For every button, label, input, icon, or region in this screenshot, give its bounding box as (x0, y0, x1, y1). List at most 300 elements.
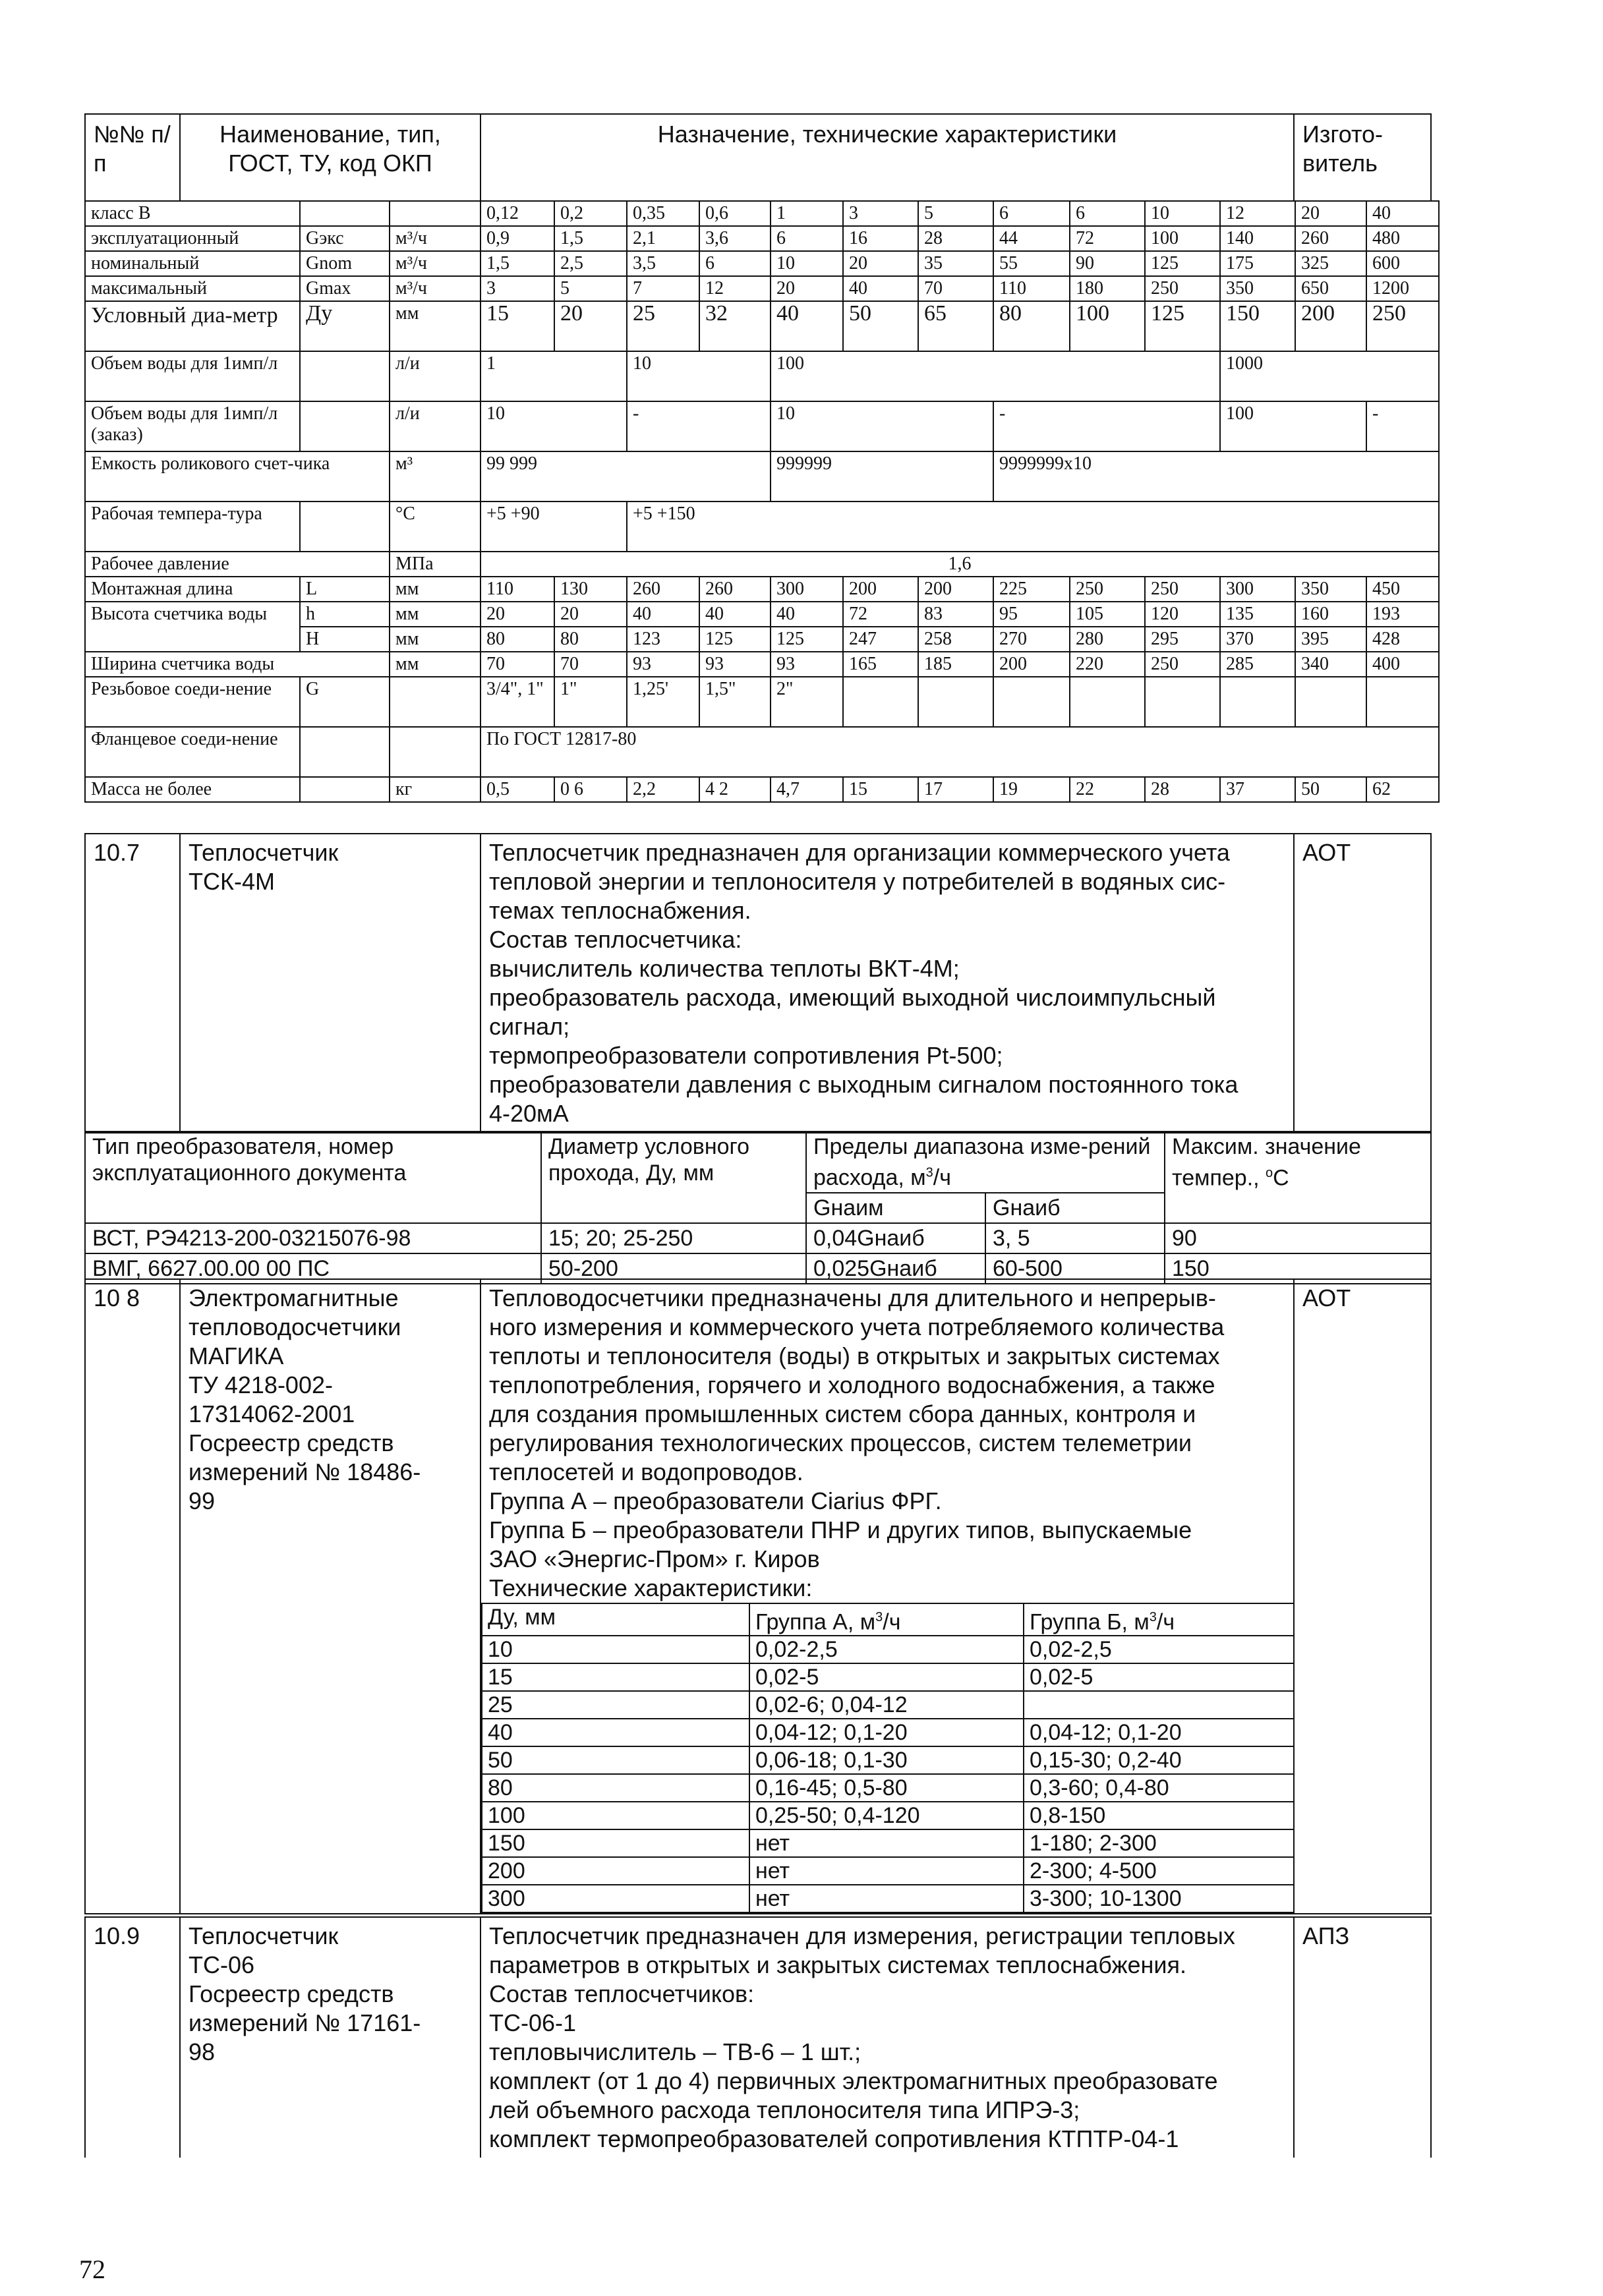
spec-value: 19 (993, 777, 1070, 802)
spec-row (85, 301, 1439, 351)
spec-value: 65 (918, 301, 993, 351)
length-symbol: L (300, 577, 390, 602)
spec-row (85, 727, 1439, 777)
spec-value: 3 (481, 276, 554, 301)
spec-row (85, 602, 1439, 627)
s109-name (180, 1917, 481, 2158)
s108-line: Технические характеристики: (489, 1574, 813, 1601)
empty-cell (1220, 677, 1295, 727)
spec-value: 600 (1366, 251, 1439, 276)
spec-value: 247 (843, 627, 918, 652)
magika-flow-table (481, 1603, 1294, 1913)
magika-cell: 0,25-50; 0,4-120 (749, 1802, 1024, 1829)
s107-line: преобразователи давления с выходным сигналом постоянного тока (489, 1071, 1239, 1098)
spec-row (85, 201, 1439, 226)
empty-cell (300, 201, 390, 226)
s108-line: теплосетей и водопроводов. (489, 1458, 803, 1485)
spec-row (85, 451, 1439, 502)
pressure-label: Рабочее давление (85, 552, 390, 577)
magika-row (482, 1663, 1294, 1691)
s108-line: для создания промышленных систем сбора данных, контроля и (489, 1400, 1196, 1427)
magika-cell: нет (749, 1857, 1024, 1885)
spec-value: 40 (699, 602, 771, 627)
nom-unit: м³/ч (390, 251, 481, 276)
spec-value: 180 (1070, 276, 1145, 301)
nom-label: номинальный (85, 251, 300, 276)
spec-value: 10 (771, 401, 993, 451)
spec-value: 280 (1070, 627, 1145, 652)
s107-line: Теплосчетчик предназначен для организации коммерческого учета (489, 839, 1230, 866)
spec-row (85, 552, 1439, 577)
s107-line: тепловой энергии и теплоносителя у потребителей в водяных сис- (489, 868, 1226, 895)
spec-value: 0,12 (481, 201, 554, 226)
magika-head-b: Группа Б, $м^3/ч$ (1024, 1603, 1294, 1636)
magika-cell: 0,02-5 (1024, 1663, 1294, 1691)
converter-gmax: 3, 5 (985, 1223, 1165, 1253)
conv-head-range: Пределы диапазона изме-рений расхода, $м^3/ч$ (806, 1132, 1165, 1193)
spec-value: 325 (1295, 251, 1366, 276)
empty-cell (300, 502, 390, 552)
spec-value: +5 +90 (481, 502, 627, 552)
magika-row (482, 1636, 1294, 1663)
spec-value: 270 (993, 627, 1070, 652)
spec-value: 250 (1145, 276, 1220, 301)
spec-value: 200 (1295, 301, 1366, 351)
s108-line: тепловодосчетчики (189, 1313, 401, 1340)
h-symbol: h (300, 602, 390, 627)
spec-value: 90 (1070, 251, 1145, 276)
spec-value: 3 (843, 201, 918, 226)
s109-maker: АПЗ (1294, 1917, 1431, 2158)
dn-unit: мм (390, 301, 481, 351)
height-label: Высота счетчика воды (85, 602, 300, 652)
s107-line: преобразователь расхода, имеющий выходной числоимпульсный (489, 984, 1216, 1011)
spec-value: 10 (627, 351, 771, 401)
spec-row (85, 677, 1439, 727)
capacity-unit: м³ (390, 451, 481, 502)
magika-cell: 40 (482, 1719, 749, 1746)
s107-line: темах теплоснабжения. (489, 897, 751, 924)
spec-value: 20 (771, 276, 843, 301)
spec-value: 1,5 (554, 226, 627, 251)
s107-line: 4-20мА (489, 1100, 569, 1127)
s109-line: Состав теплосчетчиков: (489, 1980, 755, 2007)
magika-head-a: Группа А, $м^3/ч$ (749, 1603, 1024, 1636)
spec-value: 200 (843, 577, 918, 602)
spec-row (85, 652, 1439, 677)
spec-row (85, 226, 1439, 251)
empty-cell (390, 677, 481, 727)
empty-cell (300, 777, 390, 802)
converter-temp: 150 (1165, 1253, 1431, 1284)
spec-value: 93 (771, 652, 843, 677)
converter-dn: 15; 20; 25-250 (541, 1223, 806, 1253)
spec-value: 1,25' (627, 677, 699, 727)
s109-line: Теплосчетчик (189, 1922, 339, 1949)
spec-value: 295 (1145, 627, 1220, 652)
magika-cell: 25 (482, 1691, 749, 1719)
spec-value: - (1366, 401, 1439, 451)
spec-value: 9999999х10 (993, 451, 1439, 502)
spec-value: 480 (1366, 226, 1439, 251)
converter-table (84, 1131, 1432, 1284)
spec-value: 22 (1070, 777, 1145, 802)
s107-line: Состав теплосчетчика: (489, 926, 742, 953)
spec-value: 6 (771, 226, 843, 251)
spec-value: 15 (481, 301, 554, 351)
spec-value: 250 (1145, 577, 1220, 602)
s109-line: ТС-06-1 (489, 2009, 577, 2036)
spec-value: 3,5 (627, 251, 699, 276)
spec-value: 120 (1145, 602, 1220, 627)
spec-value: 40 (843, 276, 918, 301)
s108-maker: АОТ (1294, 1279, 1431, 1914)
spec-value: 83 (918, 602, 993, 627)
spec-value: 150 (1220, 301, 1295, 351)
thread-label: Резьбовое соеди-нение (85, 677, 300, 727)
s108-line: Группа Б – преобразователи ПНР и других типов, выпускаемые (489, 1516, 1192, 1543)
s107-line: термопреобразователи сопротивления Pt-500; (489, 1042, 1003, 1069)
spec-value: 125 (771, 627, 843, 652)
width-unit: мм (390, 652, 481, 677)
s107-line: Теплосчетчик (189, 839, 339, 866)
length-label: Монтажная длина (85, 577, 300, 602)
spec-value: 395 (1295, 627, 1366, 652)
spec-value: 105 (1070, 602, 1145, 627)
spec-value: 15 (843, 777, 918, 802)
spec-value: 28 (918, 226, 993, 251)
spec-row (85, 502, 1439, 552)
magika-row (482, 1719, 1294, 1746)
spec-value: 340 (1295, 652, 1366, 677)
spec-value: 80 (993, 301, 1070, 351)
spec-value: 175 (1220, 251, 1295, 276)
spec-value: 125 (1145, 301, 1220, 351)
vol2-unit: л/и (390, 401, 481, 451)
s108-line: теплопотребления, горячего и холодного водоснабжения, а также (489, 1371, 1215, 1398)
spec-value: 80 (554, 627, 627, 652)
spec-value: 2,1 (627, 226, 699, 251)
spec-value: 50 (1295, 777, 1366, 802)
spec-value: 25 (627, 301, 699, 351)
magika-cell: 0,06-18; 0,1-30 (749, 1746, 1024, 1774)
s108-line: ТУ 4218-002- (189, 1371, 333, 1398)
magika-cell: 0,8-150 (1024, 1802, 1294, 1829)
s107-line: ТСК-4М (189, 868, 275, 895)
empty-cell (1070, 677, 1145, 727)
max-unit: м³/ч (390, 276, 481, 301)
converter-gmax: 60-500 (985, 1253, 1165, 1284)
s109-line: параметров в открытых и закрытых системах теплоснабжения. (489, 1951, 1187, 1978)
empty-cell (300, 727, 390, 777)
conv-head-gmax: Gнаиб (985, 1193, 1165, 1223)
magika-cell: 3-300; 10-1300 (1024, 1885, 1294, 1912)
magika-row (482, 1802, 1294, 1829)
spec-value: 100 (1220, 401, 1366, 451)
spec-table (84, 200, 1440, 803)
magika-cell: 1-180; 2-300 (1024, 1829, 1294, 1857)
thread-symbol: G (300, 677, 390, 727)
s107-desc (481, 834, 1294, 1133)
spec-value: 99 999 (481, 451, 771, 502)
header-name: Наименование, тип, ГОСТ, ТУ, код ОКП (180, 114, 481, 201)
spec-value: По ГОСТ 12817-80 (481, 727, 1439, 777)
class-label: класс В (85, 201, 300, 226)
conv-head-temp: Максим. значение темпер., $^о$С (1165, 1132, 1431, 1223)
spec-value: 2,5 (554, 251, 627, 276)
empty-cell (843, 677, 918, 727)
spec-value: 0 6 (554, 777, 627, 802)
s109-line: комплект термопреобразователей сопротивления КТПТР-04-1 (489, 2125, 1179, 2152)
magika-row (482, 1857, 1294, 1885)
s108-line: теплоты и теплоносителя (воды) в открытых и закрытых системах (489, 1342, 1220, 1369)
spec-value: 20 (1295, 201, 1366, 226)
spec-value: 100 (1145, 226, 1220, 251)
magika-cell: 0,02-2,5 (749, 1636, 1024, 1663)
mass-label: Масса не более (85, 777, 300, 802)
spec-value: 3,6 (699, 226, 771, 251)
spec-value: 258 (918, 627, 993, 652)
s109-line: Теплосчетчик предназначен для измерения, регистрации тепловых (489, 1922, 1235, 1949)
s108-line: Группа А – преобразователи Ciarius ФРГ. (489, 1487, 942, 1514)
spec-value: 1,5 (481, 251, 554, 276)
magika-cell: 0,04-12; 0,1-20 (1024, 1719, 1294, 1746)
s107-line: вычислитель количества теплоты ВКТ-4М; (489, 955, 960, 982)
magika-cell: 0,02-5 (749, 1663, 1024, 1691)
s109-desc (481, 1917, 1294, 2158)
converter-gmin: 0,04Gнаиб (806, 1223, 985, 1253)
s108-line: ного измерения и коммерческого учета потребляемого количества (489, 1313, 1225, 1340)
spec-value: 12 (1220, 201, 1295, 226)
spec-value: 10 (481, 401, 627, 451)
spec-value: 125 (699, 627, 771, 652)
spec-value: 95 (993, 602, 1070, 627)
section-10-9 (84, 1916, 1432, 2158)
spec-value: 123 (627, 627, 699, 652)
spec-value: 200 (918, 577, 993, 602)
vol-label: Объем воды для 1имп/л (85, 351, 300, 401)
exp-unit: м³/ч (390, 226, 481, 251)
spec-value: 370 (1220, 627, 1295, 652)
converter-temp: 90 (1165, 1223, 1431, 1253)
spec-value: 193 (1366, 602, 1439, 627)
flange-label: Фланцевое соеди-нение (85, 727, 300, 777)
empty-cell (1366, 677, 1439, 727)
max-label: максимальный (85, 276, 300, 301)
spec-value: 2,2 (627, 777, 699, 802)
s109-line: Госреестр средств (189, 1980, 394, 2007)
spec-value: 80 (481, 627, 554, 652)
spec-value: 70 (918, 276, 993, 301)
empty-cell (1295, 677, 1366, 727)
spec-value: 5 (554, 276, 627, 301)
spec-value: 1,6 (481, 552, 1439, 577)
spec-value: 20 (481, 602, 554, 627)
s109-line: комплект (от 1 до 4) первичных электромагнитных преобразовате (489, 2067, 1218, 2094)
empty-cell (300, 351, 390, 401)
spec-value: 350 (1220, 276, 1295, 301)
s108-line: 17314062-2001 (189, 1400, 355, 1427)
spec-value: 130 (554, 577, 627, 602)
spec-value: 10 (1145, 201, 1220, 226)
spec-value: 20 (554, 301, 627, 351)
spec-value: 428 (1366, 627, 1439, 652)
spec-value: 250 (1070, 577, 1145, 602)
converter-type: ВСТ, РЭ4213-200-03215076-98 (85, 1223, 541, 1253)
spec-value: 225 (993, 577, 1070, 602)
magika-row (482, 1746, 1294, 1774)
spec-value: 165 (843, 652, 918, 677)
spec-value: 300 (1220, 577, 1295, 602)
s109-line: ТС-06 (189, 1951, 255, 1978)
spec-row (85, 777, 1439, 802)
spec-value: 93 (627, 652, 699, 677)
magika-row (482, 1885, 1294, 1912)
spec-value: 3/4", 1" (481, 677, 554, 727)
spec-value: 260 (1295, 226, 1366, 251)
spec-value: 6 (1070, 201, 1145, 226)
spec-value: 5 (918, 201, 993, 226)
s108-line: 99 (189, 1487, 216, 1514)
spec-value: 110 (481, 577, 554, 602)
page-number: 72 (79, 2254, 105, 2284)
dn-symbol: Ду (300, 301, 390, 351)
spec-value: 100 (771, 351, 1220, 401)
magika-cell: 0,02-6; 0,04-12 (749, 1691, 1024, 1719)
temp-label: Рабочая темпера-тура (85, 502, 300, 552)
spec-value: 140 (1220, 226, 1295, 251)
spec-value: - (993, 401, 1220, 451)
conv-head-gmin: Gнаим (806, 1193, 985, 1223)
spec-value: 300 (771, 577, 843, 602)
s108-line: Тепловодосчетчики предназначены для длительного и непрерыв- (489, 1284, 1216, 1311)
length-unit: мм (390, 577, 481, 602)
magika-cell: 10 (482, 1636, 749, 1663)
spec-value: +5 +150 (627, 502, 1439, 552)
spec-value: 350 (1295, 577, 1366, 602)
s108-line: измерений № 18486- (189, 1458, 421, 1485)
spec-value: 7 (627, 276, 699, 301)
spec-value: 17 (918, 777, 993, 802)
spec-value: 35 (918, 251, 993, 276)
spec-value: 72 (843, 602, 918, 627)
spec-value: 28 (1145, 777, 1220, 802)
spec-value: 450 (1366, 577, 1439, 602)
spec-value: 135 (1220, 602, 1295, 627)
conv-head-dn: Диаметр условного прохода, Ду, мм (541, 1132, 806, 1223)
s107-name (180, 834, 481, 1133)
width-label: Ширина счетчика воды (85, 652, 390, 677)
empty-cell (390, 201, 481, 226)
spec-value: 400 (1366, 652, 1439, 677)
spec-value: 16 (843, 226, 918, 251)
converter-row (85, 1223, 1431, 1253)
spec-value: 260 (627, 577, 699, 602)
spec-row (85, 401, 1439, 451)
spec-value: 260 (699, 577, 771, 602)
magika-cell: нет (749, 1829, 1024, 1857)
spec-value: 40 (1366, 201, 1439, 226)
spec-value: 0,6 (699, 201, 771, 226)
spec-value: 0,5 (481, 777, 554, 802)
empty-cell (1145, 677, 1220, 727)
spec-value: 12 (699, 276, 771, 301)
spec-value: 4 2 (699, 777, 771, 802)
empty-cell (300, 401, 390, 451)
s108-line: Госреестр средств (189, 1429, 394, 1456)
s107-maker: АОТ (1294, 834, 1431, 1133)
pressure-unit: МПа (390, 552, 481, 577)
spec-value: 93 (699, 652, 771, 677)
spec-value: 4,7 (771, 777, 843, 802)
spec-value: 650 (1295, 276, 1366, 301)
s107-line: сигнал; (489, 1013, 570, 1040)
s108-line: ЗАО «Энергис-Пром» г. Киров (489, 1545, 820, 1572)
header-purpose: Назначение, технические характеристики (481, 114, 1294, 201)
s109-line: измерений № 17161- (189, 2009, 421, 2036)
magika-cell: нет (749, 1885, 1024, 1912)
H-unit: мм (390, 627, 481, 652)
empty-cell (918, 677, 993, 727)
magika-cell: 200 (482, 1857, 749, 1885)
spec-value: 0,9 (481, 226, 554, 251)
capacity-label: Емкость роликового счет-чика (85, 451, 390, 502)
spec-value: 37 (1220, 777, 1295, 802)
magika-row (482, 1829, 1294, 1857)
spec-value: 20 (554, 602, 627, 627)
spec-row (85, 276, 1439, 301)
s108-desc (481, 1279, 1294, 1914)
converter-type: ВМГ, 6627.00.00 00 ПС (85, 1253, 541, 1284)
spec-value: 250 (1145, 652, 1220, 677)
spec-value: 160 (1295, 602, 1366, 627)
spec-value: 6 (699, 251, 771, 276)
spec-value: 1" (554, 677, 627, 727)
magika-cell (1024, 1691, 1294, 1719)
magika-cell: 0,02-2,5 (1024, 1636, 1294, 1663)
spec-value: 0,35 (627, 201, 699, 226)
spec-value: 55 (993, 251, 1070, 276)
spec-row (85, 577, 1439, 602)
spec-value: 1 (481, 351, 627, 401)
magika-row (482, 1691, 1294, 1719)
s108-line: МАГИКА (189, 1342, 284, 1369)
s109-num: 10.9 (85, 1917, 180, 2158)
conv-head-type: Тип преобразователя, номер эксплуатационного документа (85, 1132, 541, 1223)
spec-value: 44 (993, 226, 1070, 251)
s108-num: 10 8 (85, 1279, 180, 1914)
spec-value: 10 (771, 251, 843, 276)
magika-cell: 150 (482, 1829, 749, 1857)
magika-cell: 0,04-12; 0,1-20 (749, 1719, 1024, 1746)
section-10-8 (84, 1278, 1432, 1914)
H-symbol: H (300, 627, 390, 652)
spec-value: 1200 (1366, 276, 1439, 301)
magika-cell: 15 (482, 1663, 749, 1691)
magika-cell: 300 (482, 1885, 749, 1912)
spec-value: 200 (993, 652, 1070, 677)
spec-value: 40 (771, 301, 843, 351)
dn-label: Условный диа-метр (85, 301, 300, 351)
spec-value: 40 (771, 602, 843, 627)
s109-line: 98 (189, 2038, 216, 2065)
nom-symbol: Gnom (300, 251, 390, 276)
spec-value: 6 (993, 201, 1070, 226)
s108-line: регулирования технологических процессов, систем телеметрии (489, 1429, 1192, 1456)
magika-cell: 0,15-30; 0,2-40 (1024, 1746, 1294, 1774)
header-table (84, 113, 1432, 202)
vol-unit: л/и (390, 351, 481, 401)
